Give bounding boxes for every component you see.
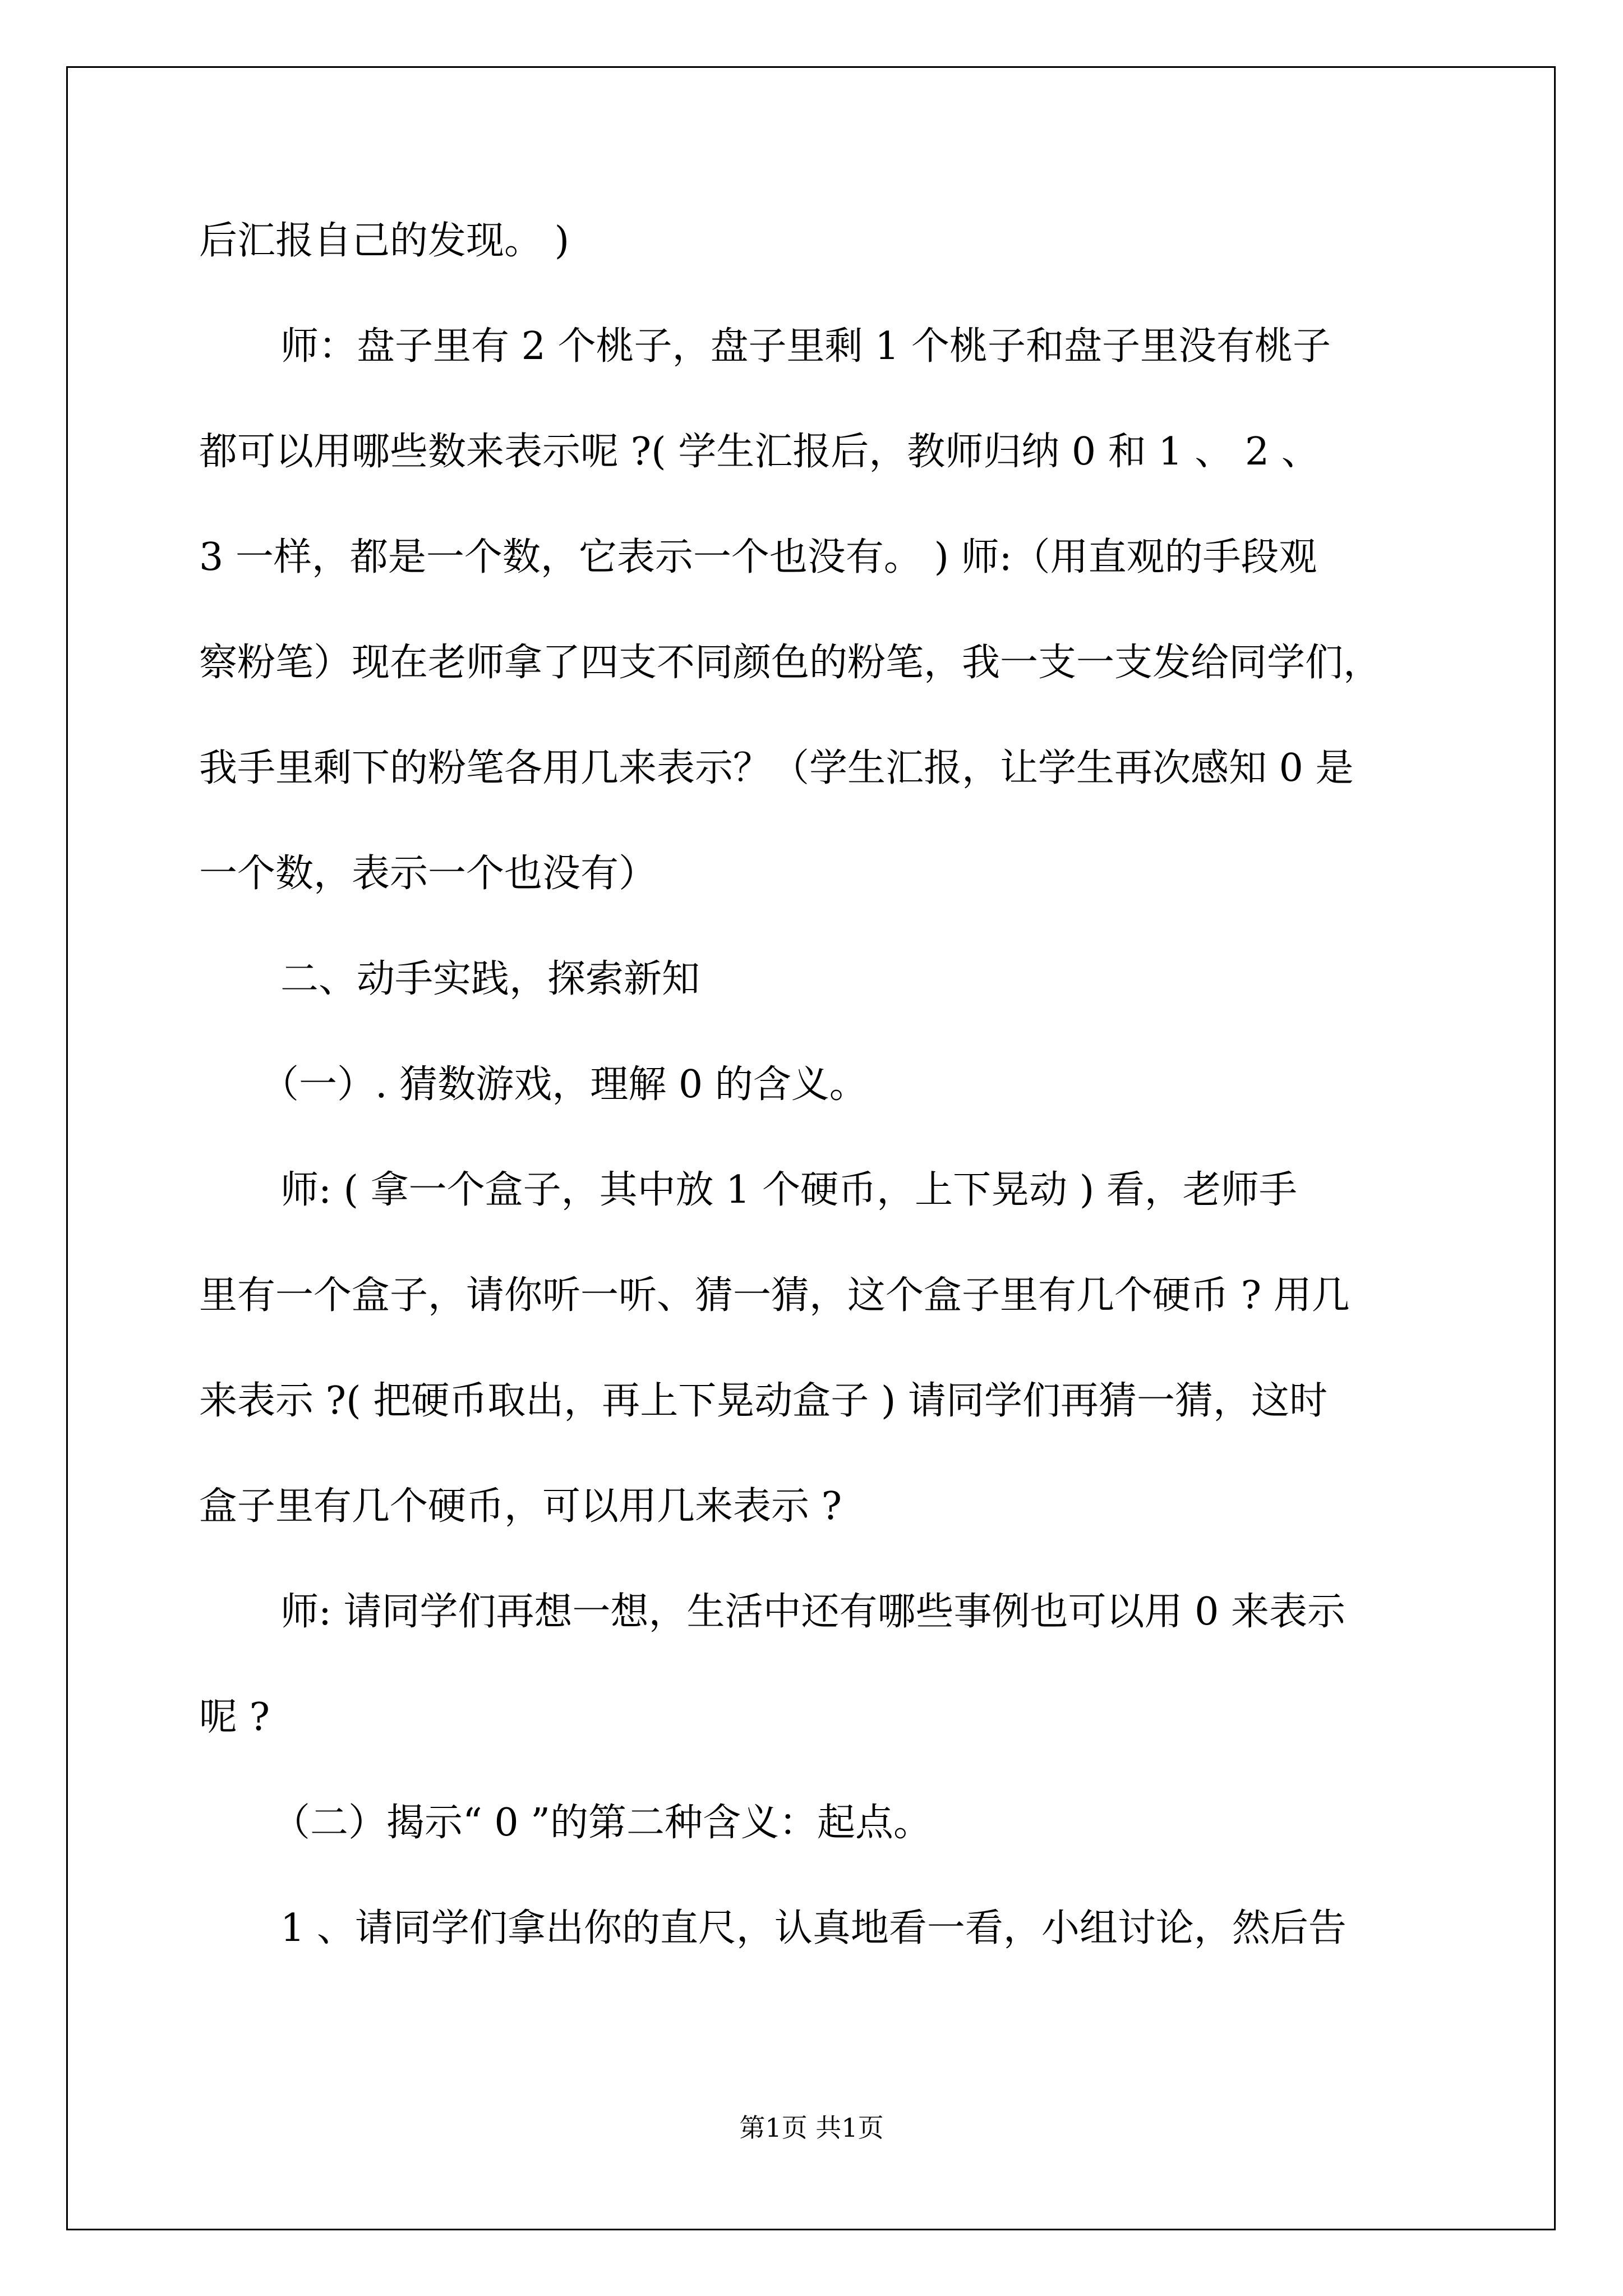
text-line-4: 3 一样，都是一个数，它表示一个也没有。 ) 师:（用直观的手段观: [199, 535, 1317, 579]
text-line-3: 都可以用哪些数来表示呢 ?( 学生汇报后，教师归纳 0 和 1 、 2 、: [199, 430, 1320, 474]
page-footer: 第1页 共1页: [739, 2113, 884, 2143]
text-line-5: 察粉笔）现在老师拿了四支不同颜色的粉笔，我一支一支发给同学们，: [199, 641, 1382, 685]
text-line-10: 师: ( 拿一个盒子，其中放 1 个硬币，上下晃动 ) 看，老师手: [280, 1168, 1297, 1212]
section-heading: 二、动手实践，探索新知: [280, 957, 700, 1001]
text-line-2: 师：盘子里有 2 个桃子，盘子里剩 1 个桃子和盘子里没有桃子: [280, 324, 1331, 369]
text-line-12: 来表示 ?( 把硬币取出，再上下晃动盒子 ) 请同学们再猜一猜，这时: [199, 1379, 1327, 1423]
subsection-heading-2: （二）揭示“ 0 ”的第二种含义：起点。: [272, 1801, 932, 1845]
text-line-11: 里有一个盒子，请你听一听、猜一猜，这个盒子里有几个硬币 ? 用几: [199, 1273, 1350, 1318]
text-line-13: 盒子里有几个硬币，可以用几来表示 ?: [199, 1484, 842, 1529]
text-line-6: 我手里剩下的粉笔各用几来表示？（学生汇报，让学生再次感知 0 是: [199, 746, 1354, 790]
text-line-15: 呢 ?: [199, 1695, 270, 1740]
text-line-1: 后汇报自己的发现。 ): [199, 219, 570, 263]
text-line-17: 1 、请同学们拿出你的直尺，认真地看一看，小组讨论，然后告: [280, 1906, 1347, 1950]
text-line-7: 一个数，表示一个也没有）: [199, 852, 657, 896]
text-line-14: 师: 请同学们再想一想，生活中还有哪些事例也可以用 0 来表示: [280, 1590, 1346, 1634]
subsection-heading-1: （一）. 猜数游戏，理解 0 的含义。: [261, 1062, 868, 1107]
